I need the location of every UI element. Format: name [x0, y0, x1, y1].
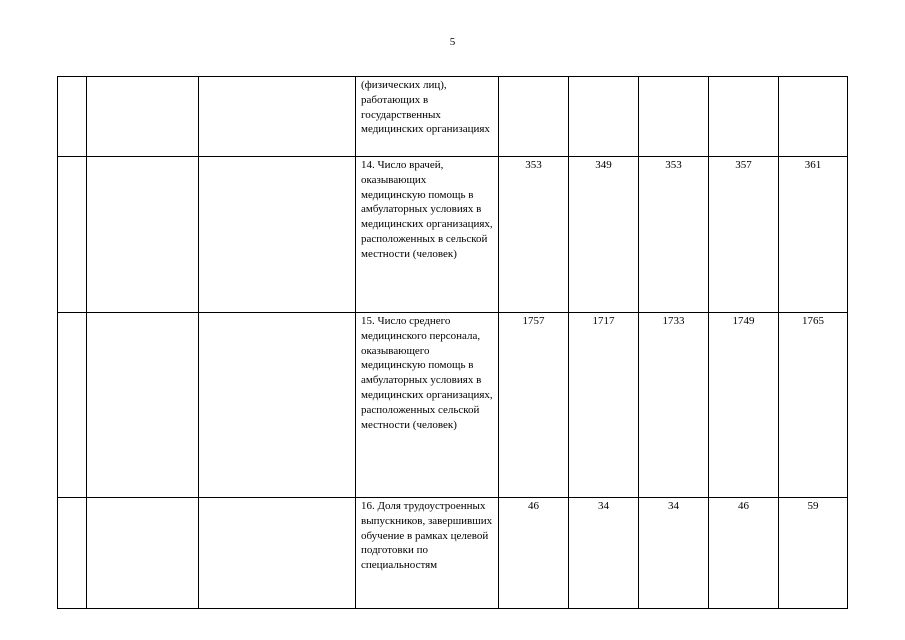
- table-cell-empty: [87, 157, 199, 313]
- value-cell: [499, 77, 569, 157]
- value-cell: 349: [569, 157, 639, 313]
- table-cell-empty: [87, 313, 199, 498]
- value-cell: 34: [569, 498, 639, 609]
- value-cell: 1765: [779, 313, 848, 498]
- table-cell-empty: [58, 498, 87, 609]
- value-cell: 353: [499, 157, 569, 313]
- table-row: [58, 313, 848, 498]
- table-cell-empty: [58, 157, 87, 313]
- value-cell: [779, 77, 848, 157]
- value-cell: 34: [639, 498, 709, 609]
- table-cell-empty: [199, 77, 356, 157]
- page-number: 5: [449, 36, 456, 48]
- value-cell: 1757: [499, 313, 569, 498]
- table-row: [58, 498, 848, 609]
- value-cell: 46: [709, 498, 779, 609]
- value-cell: 59: [779, 498, 848, 609]
- table-cell-empty: [87, 498, 199, 609]
- value-cell: 1749: [709, 313, 779, 498]
- table-cell-empty: [58, 77, 87, 157]
- table-cell-empty: [87, 77, 199, 157]
- indicator-cell: 15. Число среднего медицинского персонала, оказывающего медицинскую помощь в амбулаторных условиях в медицинских организациях, расположенных сельской местности (человек): [356, 313, 499, 498]
- indicator-cell: 14. Число врачей, оказывающих медицинскую помощь в амбулаторных условиях в медицинских организациях, расположенных в сельской местности (человек): [356, 157, 499, 313]
- value-cell: 46: [499, 498, 569, 609]
- value-cell: 353: [639, 157, 709, 313]
- indicators-table: [57, 76, 848, 609]
- value-cell: 1733: [639, 313, 709, 498]
- value-cell: 357: [709, 157, 779, 313]
- value-cell: [569, 77, 639, 157]
- table-cell-empty: [199, 498, 356, 609]
- table-cell-empty: [199, 157, 356, 313]
- indicator-cell: (физических лиц), работающих в государственных медицинских организациях: [356, 77, 499, 157]
- value-cell: 1717: [569, 313, 639, 498]
- table-row: [58, 77, 848, 157]
- value-cell: [639, 77, 709, 157]
- value-cell: 361: [779, 157, 848, 313]
- indicator-cell: 16. Доля трудоустроенных выпускников, завершивших обучение в рамках целевой подготовки по специальностям: [356, 498, 499, 609]
- table-cell-empty: [58, 313, 87, 498]
- table-row: [58, 157, 848, 313]
- value-cell: [709, 77, 779, 157]
- table-cell-empty: [199, 313, 356, 498]
